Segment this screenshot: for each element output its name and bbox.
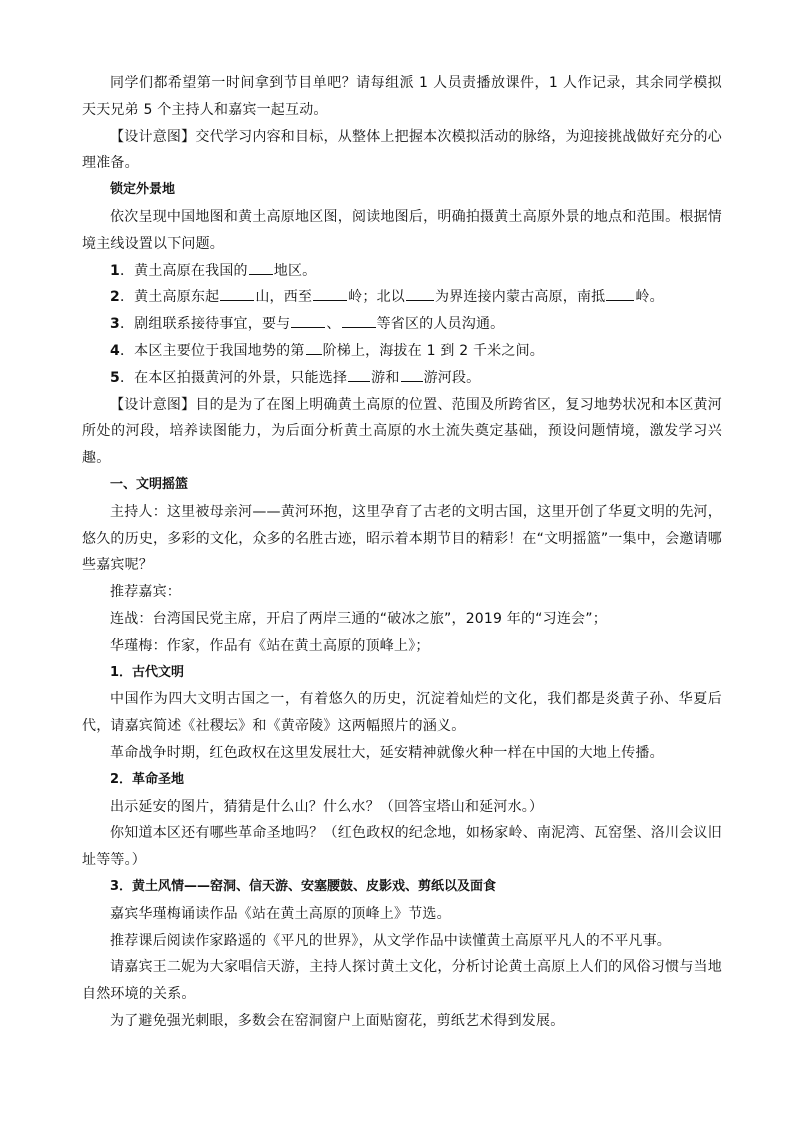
answer-blank [342,312,376,328]
guest-hua-jinmei: 华瑾梅：作家，作品有《站在黄土高原的顶峰上》； [110,637,430,654]
answer-blank [306,339,322,355]
recommend-guests: 推荐嘉宾： [110,584,181,601]
question-1: 1．黄土高原在我国的 地区。 [82,258,722,285]
ancient-paragraph: 中国作为四大文明古国之一，有着悠久的历史，沉淀着灿烂的文化，我们都是炎黄子孙、华夏后代，请嘉宾简述《社稷坛》和《黄帝陵》这两幅照片的涵义。 [82,691,722,735]
design-intent-1: 【设计意图】交代学习内容和目标，从整体上把握本次模拟活动的脉络，为迎接挑战做好充分的心理准备。 [82,128,722,172]
answer-blank [406,286,434,302]
reading-paragraph: 嘉宾华瑾梅诵读作品《站在黄土高原的顶峰上》节选。 [110,905,451,922]
singing-paragraph: 请嘉宾王二妮为大家唱信天游，主持人探讨黄土文化，分析讨论黄土高原上人们的风俗习惯与当地自然环境的关系。 [82,959,722,1003]
intro-paragraph: 同学们都希望第一时间拿到节目单吧？请每组派 1 人员责播放课件，1 人作记录，其余同学模拟天天兄弟 5 个主持人和嘉宾一起互动。 [82,75,722,118]
question-number: 2 [110,289,120,306]
answer-blank [249,259,273,275]
revolution-paragraph: 革命战争时期，红色政权在这里发展壮大，延安精神就像火种一样在中国的大地上传播。 [110,744,664,761]
question-number: 4 [110,342,120,359]
heading-ancient: 1．古代文明 [110,664,185,680]
heading-cradle: 一、文明摇篮 [110,476,189,492]
guest-lian-zhan: 连战：台湾国民党主席，开启了两岸三通的“破冰之旅”，2019 年的“习连会”； [110,610,607,627]
paper-cut-paragraph: 为了避免强光刺眼，多数会在窑洞窗户上面贴窗花，剪纸艺术得到发展。 [110,1012,565,1029]
answer-blank [220,286,254,302]
question-number: 1 [110,262,120,279]
question-number: 5 [110,369,120,386]
design-intent-2: 【设计意图】目的是为了在图上明确黄土高原的位置、范围及所跨省区，复习地势状况和本区黄河所处的河段，培养读图能力，为后面分析黄土高原的水土流失奠定基础，预设问题情境，激发学习兴趣。 [82,396,722,467]
answer-blank [401,366,423,382]
answer-blank [348,366,370,382]
answer-blank [313,286,347,302]
heading-folk: 3．黄土风情——窑洞、信天游、安塞腰鼓、皮影戏、剪纸以及面食 [110,878,497,894]
answer-blank [291,312,325,328]
yanan-paragraph: 出示延安的图片，猜猜是什么山？什么水？（回答宝塔山和延河水。） [110,798,544,815]
sites-paragraph: 你知道本区还有哪些革命圣地吗？（红色政权的纪念地，如杨家岭、南泥湾、瓦窑堡、洛川会议旧址等等。） [82,825,722,869]
question-5: 5．在本区拍摄黄河的外景，只能选择 游和 游河段。 [82,365,722,392]
heading-location: 锁定外景地 [110,182,176,198]
heading-revolution: 2．革命圣地 [110,771,185,787]
after-class-paragraph: 推荐课后阅读作家路遥的《平凡的世界》，从文学作品中读懂黄土高原平凡人的不平凡事。 [110,932,671,949]
answer-blank [606,286,634,302]
question-2: 2．黄土高原东起 山，西至 岭；北以 为界连接内蒙古高原，南抵 岭。 [82,284,722,311]
host-paragraph: 主持人：这里被母亲河——黄河环抱，这里孕育了古老的文明古国，这里开创了华夏文明的先河，悠久的历史，多彩的文化，众多的名胜古迹，昭示着本期节目的精彩！在“文明摇篮”一集中，会邀请哪些嘉宾呢？ [82,503,722,574]
map-paragraph: 依次呈现中国地图和黄土高原地区图，阅读地图后，明确拍摄黄土高原外景的地点和范围。根据情境主线设置以下问题。 [82,208,722,252]
question-number: 3 [110,316,120,333]
question-4: 4．本区主要位于我国地势的第 阶梯上，海拔在 1 到 2 千米之间。 [82,338,722,365]
question-3: 3．剧组联系接待事宜，要与 、 等省区的人员沟通。 [82,311,722,338]
document-body [82,70,722,1035]
